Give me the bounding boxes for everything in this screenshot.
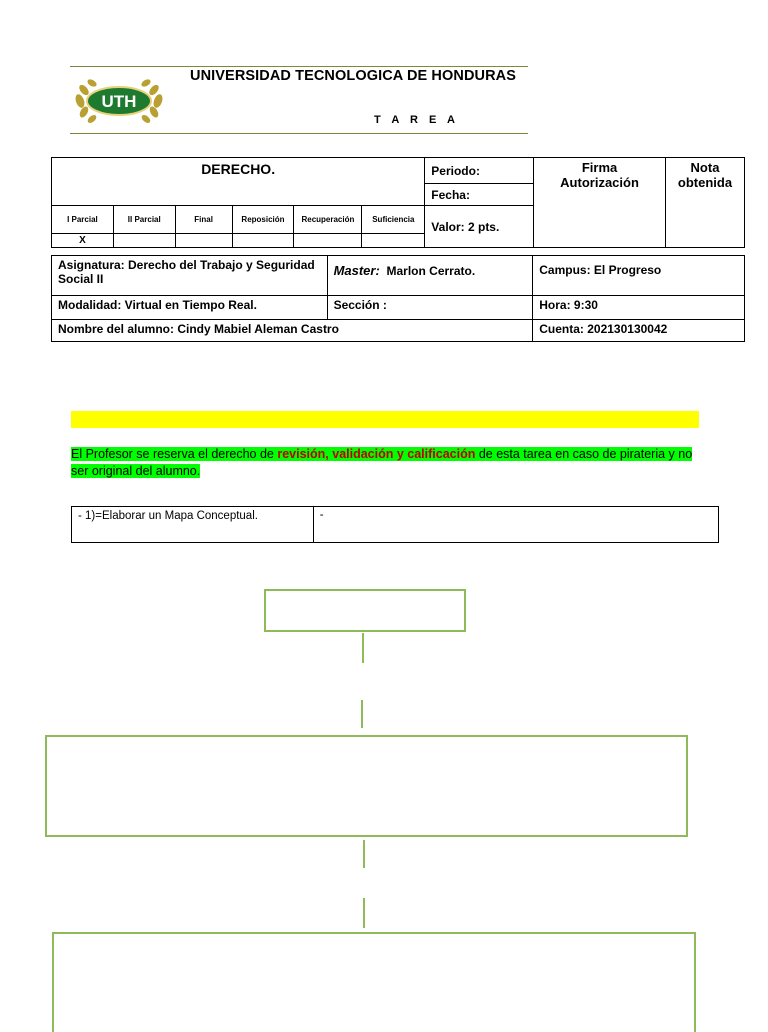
campus-field: Campus: El Progreso: [533, 256, 745, 296]
course-title: DERECHO.: [52, 158, 425, 206]
concept-map-top-box[interactable]: [264, 589, 466, 632]
integrity-notice: [71, 446, 711, 480]
exam-type-3: Final: [175, 206, 232, 234]
exam-mark-1: X: [52, 234, 114, 248]
university-logo: [70, 74, 168, 128]
document-type: T A R E A: [374, 114, 459, 126]
concept-map-bottom-box[interactable]: [52, 932, 696, 1032]
periodo-label: Periodo:: [425, 158, 534, 184]
modalidad-field: Modalidad: Virtual en Tiempo Real.: [52, 296, 328, 320]
master-label: Master:: [333, 263, 380, 278]
grading-table: [51, 157, 745, 248]
exam-type-5: Recuperación: [294, 206, 362, 234]
exam-mark-4: [232, 234, 294, 248]
nota-label: Nota obtenida: [665, 158, 744, 248]
hora-field: Hora: 9:30: [533, 296, 745, 320]
yellow-highlight-bar: [71, 411, 699, 428]
master-name: Marlon Cerrato.: [386, 264, 476, 278]
concept-map-middle-box[interactable]: [45, 735, 688, 837]
valor-label: Valor: 2 pts.: [425, 206, 534, 248]
svg-text:UTH: UTH: [101, 92, 137, 111]
exam-type-4: Reposición: [232, 206, 294, 234]
task-table: [71, 506, 719, 543]
seccion-field: Sección :: [327, 296, 533, 320]
firma-label: Firma Autorización: [534, 158, 666, 248]
connector-line-3: [363, 840, 365, 868]
exam-type-6: Suficiencia: [362, 206, 425, 234]
notice-highlight: revisión, validación y calificación: [277, 447, 476, 461]
header-top-rule: [70, 66, 528, 67]
notice-text-2: de esta tarea en caso de pirateria y no ser original del alumno.: [71, 447, 693, 478]
exam-type-2: II Parcial: [113, 206, 175, 234]
task-answer: -: [313, 507, 718, 543]
exam-mark-3: [175, 234, 232, 248]
alumno-field: Nombre del alumno: Cindy Mabiel Aleman Castro: [52, 320, 533, 342]
fecha-label: Fecha:: [425, 184, 534, 206]
exam-mark-2: [113, 234, 175, 248]
university-name: UNIVERSIDAD TECNOLOGICA DE HONDURAS: [190, 68, 517, 84]
laurel-logo-icon: [70, 74, 168, 128]
notice-text-1: El Profesor se reserva el derecho de: [71, 447, 278, 461]
master-field: [327, 256, 533, 296]
exam-mark-5: [294, 234, 362, 248]
exam-type-1: I Parcial: [52, 206, 114, 234]
header-bottom-rule: [70, 133, 528, 134]
connector-line-2: [361, 700, 363, 728]
cuenta-field: Cuenta: 202130130042: [533, 320, 745, 342]
task-description: - 1)=Elaborar un Mapa Conceptual.: [72, 507, 314, 543]
student-info-table: [51, 255, 745, 342]
exam-mark-6: [362, 234, 425, 248]
connector-line-4: [363, 898, 365, 928]
connector-line-1: [362, 633, 364, 663]
asignatura-field: Asignatura: Derecho del Trabajo y Seguridad Social II: [52, 256, 328, 296]
